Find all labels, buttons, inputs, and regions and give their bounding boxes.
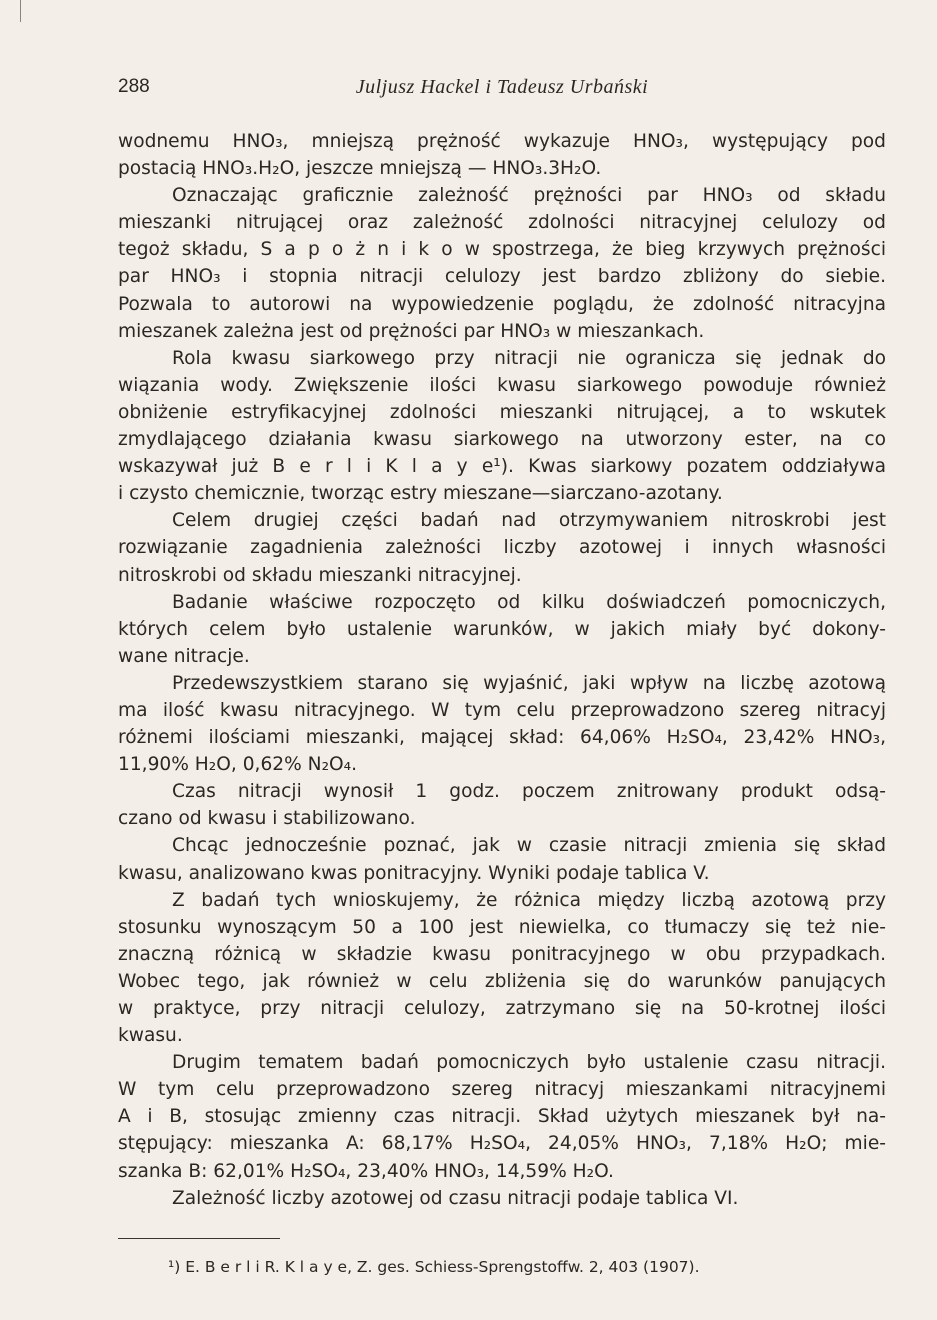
text-line: znaczną różnicą w składzie kwasu ponitracyjnego w obu przypadkach. [118, 943, 886, 965]
text-line: Wobec tego, jak również w celu zbliżenia się do warunków panujących [118, 970, 886, 992]
text-line: nitroskrobi od składu mieszanki nitracyjnej. [118, 564, 522, 586]
text-line: Chcąc jednocześnie poznać, jak w czasie nitracji zmienia się skład [172, 835, 886, 857]
text-line: Badanie właściwe rozpoczęto od kilku doświadczeń pomocniczych, [172, 591, 886, 613]
text-line: czano od kwasu i stabilizowano. [118, 808, 416, 830]
text-line: wiązania wody. Zwiększenie ilości kwasu siarkowego powoduje również [118, 374, 886, 396]
body-text [118, 128, 886, 1212]
text-line: mieszanki nitrującej oraz zależność zdolności nitracyjnej celulozy od [118, 212, 886, 234]
text-line: 11,90% H₂O, 0,62% N₂O₄. [118, 754, 358, 776]
text-line: wskazywał już B e r l i K l a y e¹). Kwas siarkowy pozatem oddziaływa [118, 456, 886, 478]
text-line: par HNO₃ i stopnia nitracji celulozy jest bardzo zbliżony do siebie. [118, 266, 886, 288]
scan-mark [20, 0, 21, 22]
text-line: Z badań tych wnioskujemy, że różnica między liczbą azotową przy [172, 889, 886, 911]
text-line: Rola kwasu siarkowego przy nitracji nie ogranicza się jednak do [172, 347, 886, 369]
text-line: kwasu, analizowano kwas ponitracyjny. Wyniki podaje tablica V. [118, 862, 710, 884]
text-line: Czas nitracji wynosił 1 godz. poczem znitrowany produkt odsą- [172, 781, 886, 803]
text-line: ma ilość kwasu nitracyjnego. W tym celu przeprowadzono szereg nitracyj [118, 699, 886, 721]
text-line: A i B, stosując zmienny czas nitracji. Skład użytych mieszanek był na- [118, 1106, 886, 1128]
text-line: wodnemu HNO₃, mniejszą prężność wykazuje HNO₃, występujący pod [118, 131, 886, 152]
text-line: wane nitracje. [118, 645, 250, 667]
text-line: kwasu. [118, 1025, 183, 1047]
text-line: i czysto chemicznie, tworząc estry mieszane—siarczano-azotany. [118, 483, 723, 505]
footnote: ¹) E. B e r l i R. K l a y e, Z. ges. Schiess-Sprengstoffw. 2, 403 (1907). [168, 1258, 700, 1276]
text-line: W tym celu przeprowadzono szereg nitracyj mieszankami nitracyjnemi [118, 1079, 886, 1101]
text-line: w praktyce, przy nitracji celulozy, zatrzymano się na 50-krotnej ilości [118, 998, 886, 1019]
footnote-rule [118, 1238, 280, 1239]
page-header [118, 76, 886, 100]
text-line: Drugim tematem badań pomocniczych było ustalenie czasu nitracji. [172, 1052, 886, 1074]
text-line: różnemi ilościami mieszanki, mającej skład: 64,06% H₂SO₄, 23,42% HNO₃, [118, 727, 886, 749]
text-line: których celem było ustalenie warunków, w jakich miały być dokony- [118, 618, 886, 640]
text-line: stępujący: mieszanka A: 68,17% H₂SO₄, 24,05% HNO₃, 7,18% H₂O; mie- [118, 1133, 886, 1155]
text-line: mieszanek zależna jest od prężności par HNO₃ w mieszankach. [118, 320, 705, 342]
text-line: postacią HNO₃.H₂O, jeszcze mniejszą — HNO₃.3H₂O. [118, 158, 602, 180]
text-line: Pozwala to autorowi na wypowiedzenie poglądu, że zdolność nitracyjna [118, 293, 886, 315]
running-title: Juljusz Hackel i Tadeusz Urbański [355, 76, 649, 98]
text-line: tegoż składu, S a p o ż n i k o w spostrzega, że bieg krzywych prężności [118, 239, 886, 261]
page-number: 288 [118, 76, 150, 97]
text-line: rozwiązanie zagadnienia zależności liczby azotowej i innych własności [118, 537, 886, 559]
text-line: zmydlającego działania kwasu siarkowego na utworzony ester, na co [118, 429, 886, 451]
text-line: Celem drugiej części badań nad otrzymywaniem nitroskrobi jest [172, 510, 886, 532]
text-line: stosunku wynoszącym 50 a 100 jest niewielka, co tłumaczy się też nie- [118, 916, 886, 938]
text-line: szanka B: 62,01% H₂SO₄, 23,40% HNO₃, 14,59% H₂O. [118, 1160, 614, 1182]
text-line: Zależność liczby azotowej od czasu nitracji podaje tablica VI. [172, 1187, 739, 1209]
text-line: Przedewszystkiem starano się wyjaśnić, jaki wpływ na liczbę azotową [172, 672, 886, 694]
text-line: obniżenie estryfikacyjnej zdolności mieszanki nitrującej, a to wskutek [118, 401, 886, 423]
text-line: Oznaczając graficznie zależność prężności par HNO₃ od składu [172, 185, 886, 207]
